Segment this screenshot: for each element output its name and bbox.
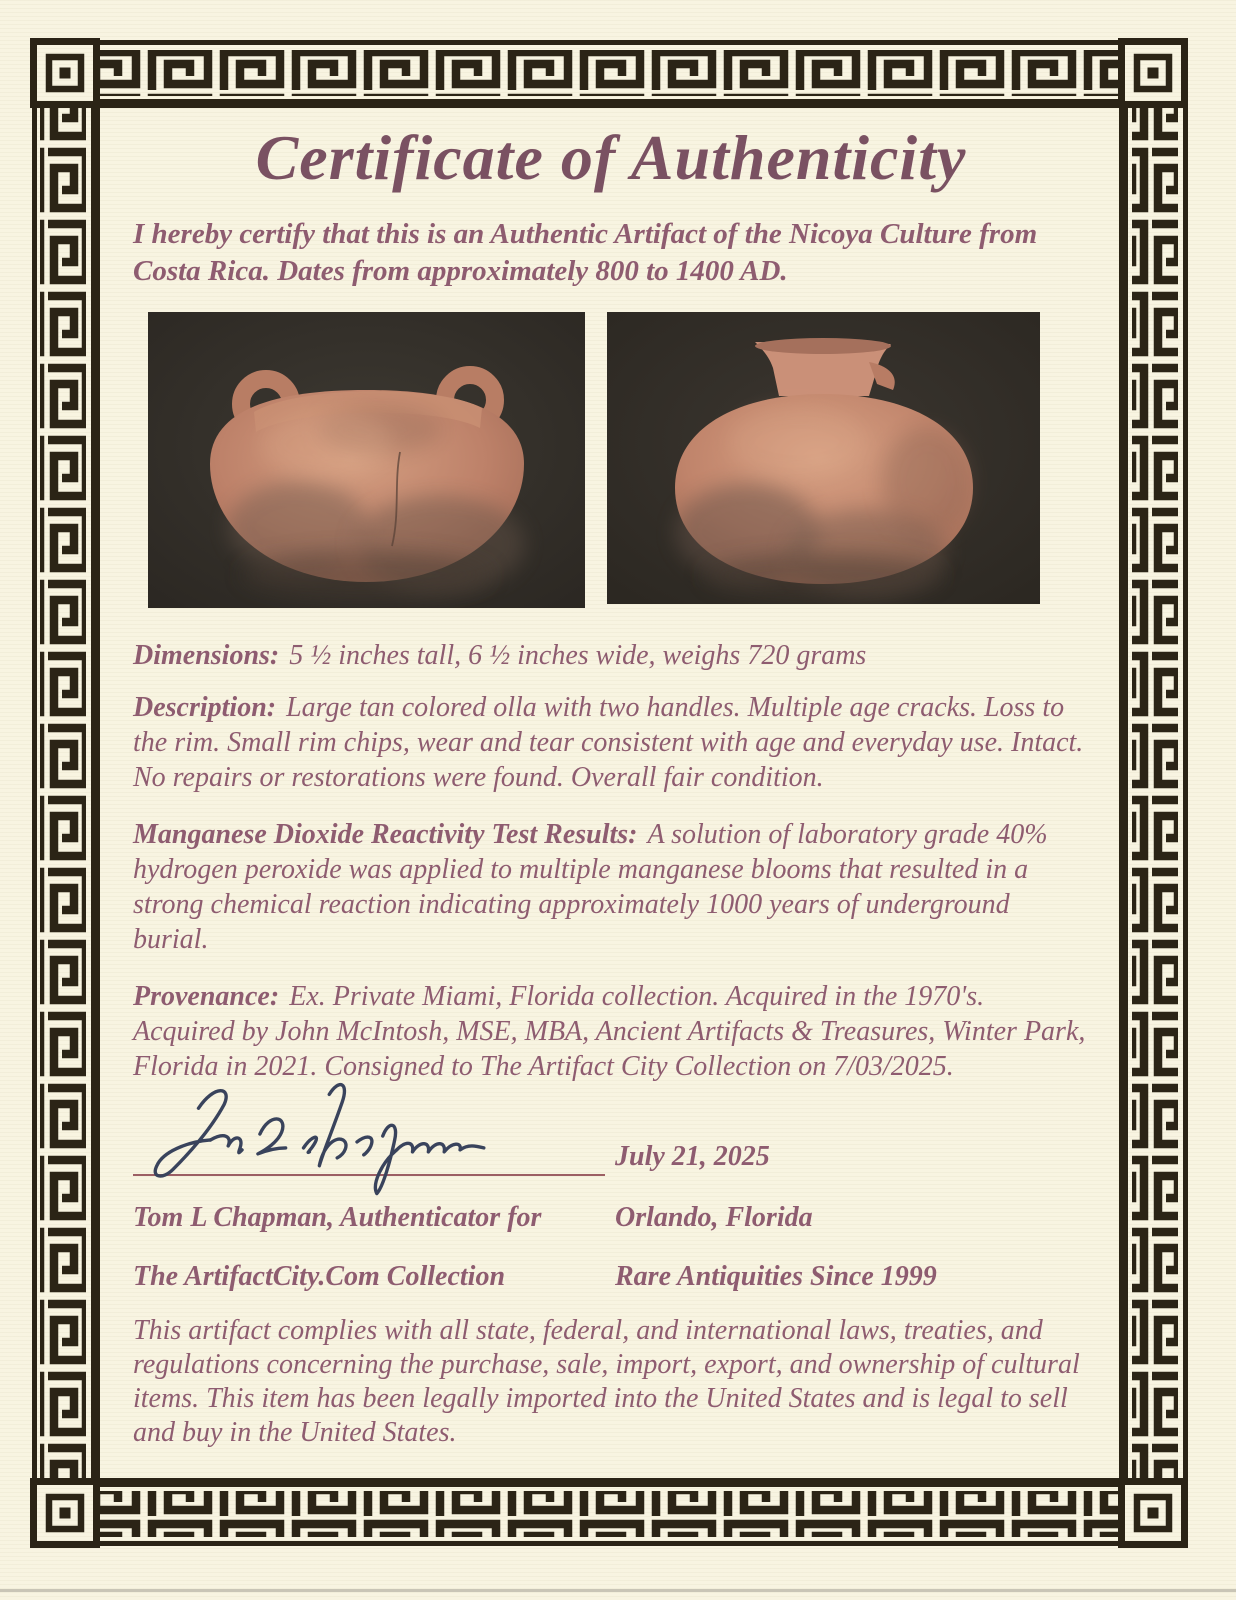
signature-line: [133, 1088, 605, 1176]
scan-edge-artifact: [0, 1589, 1236, 1592]
description-text: Large tan colored olla with two handles. Multiple age cracks. Loss to the rim. Small rim chips, wear and tear consistent with age and everyday use. Intact. No repairs or restorations were found. Overall fair condition.: [133, 691, 1084, 793]
dimensions-section: [133, 638, 1089, 673]
artifact-photo-back: [607, 312, 1040, 604]
signer-row: [133, 1200, 1089, 1235]
reactivity-test-section: [133, 817, 1089, 957]
provenance-label: Provenance:: [133, 980, 280, 1012]
artifact-photos: [148, 312, 1089, 608]
dimensions-label: Dimensions:: [133, 639, 280, 671]
signature-date: July 21, 2025: [615, 1140, 770, 1172]
signer-location: Orlando, Florida: [615, 1201, 813, 1233]
signature-block: [133, 1088, 1089, 1176]
provenance-section: [133, 979, 1089, 1084]
description-label: Description:: [133, 691, 277, 723]
provenance-text: Ex. Private Miami, Florida collection. Acquired in the 1970's. Acquired by John McIntosh, MSE, MBA, Ancient Artifacts & Treasures, Winter Park, Florida in 2021. Consigned to The Artifact City Collection on 7/03/2025.: [133, 980, 1086, 1082]
reactivity-test-text: A solution of laboratory grade 40% hydrogen peroxide was applied to multiple manganese blooms that resulted in a strong chemical reaction indicating approximately 1000 years of underground burial.: [133, 818, 1048, 955]
border-corner-bottom-right: [1122, 1482, 1185, 1545]
organization-name: The ArtifactCity.Com Collection: [133, 1260, 506, 1292]
border-corner-bottom-left: [34, 1482, 97, 1545]
certification-statement: I hereby certify that this is an Authentic Artifact of the Nicoya Culture from Costa Rica. Dates from approximately 800 to 1400 AD.: [133, 217, 1038, 287]
page-title: Certificate of Authenticity: [255, 122, 967, 193]
border-corner-top-right: [1122, 42, 1185, 105]
organization-row: [133, 1259, 1089, 1294]
dimensions-text: 5 ½ inches tall, 6 ½ inches wide, weighs 720 grams: [289, 639, 867, 671]
signer-name: Tom L Chapman, Authenticator for: [133, 1201, 542, 1233]
certificate-content: [133, 114, 1089, 1450]
legal-statement: This artifact complies with all state, federal, and international laws, treaties, and regulations concerning the purchase, sale, import, export, and ownership of cultural items. This item has been legally imported into the United States and is legal to sell and buy in the United States.: [133, 1314, 1080, 1448]
reactivity-test-label: Manganese Dioxide Reactivity Test Results:: [133, 818, 638, 850]
description-section: [133, 690, 1089, 795]
signature-handwriting: [139, 1076, 575, 1202]
artifact-photo-front: [148, 312, 585, 608]
border-corner-top-left: [34, 42, 97, 105]
organization-tagline: Rare Antiquities Since 1999: [615, 1260, 937, 1292]
